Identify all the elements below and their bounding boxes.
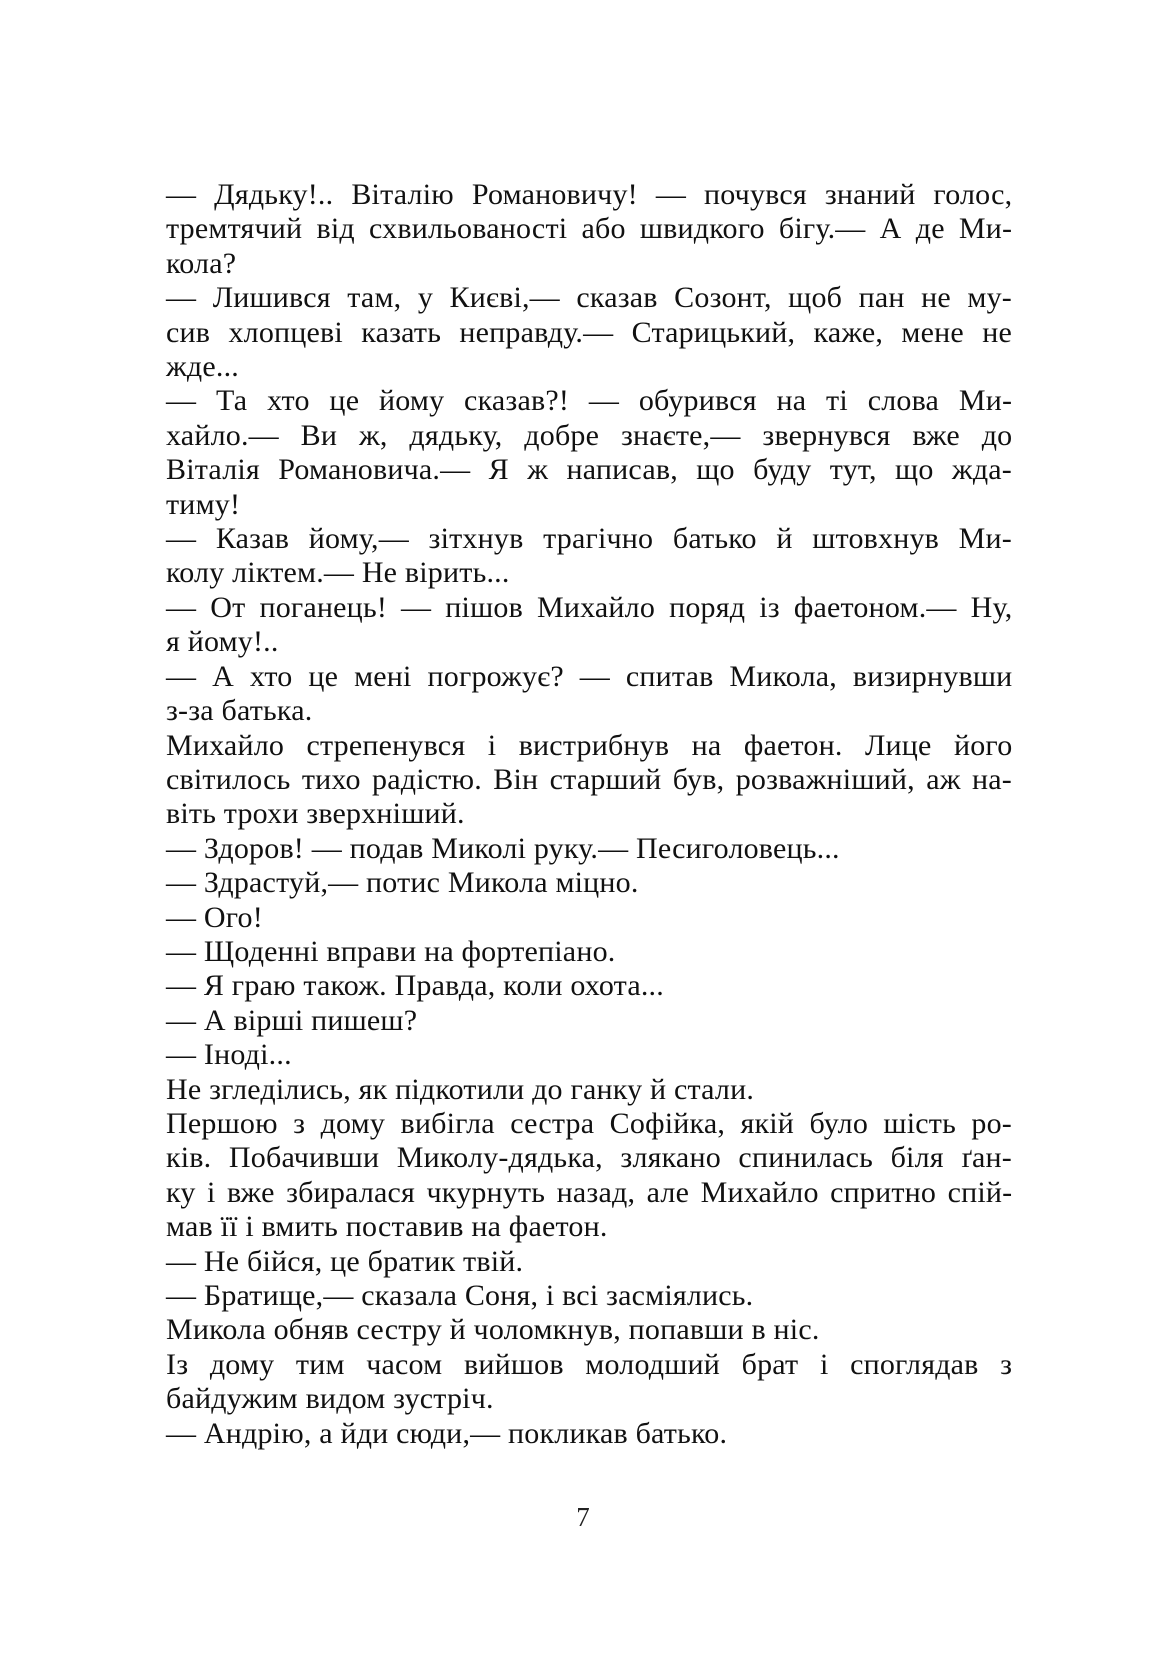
paragraph [166, 1004, 1012, 1038]
paragraph [166, 1313, 1012, 1347]
text-line: колу ліктем.— Не вірить... [166, 556, 510, 590]
text-line: Із дому тим часом вийшов молодший брат і споглядав з [166, 1347, 1013, 1381]
text-line: — Не бійся, це братик твій. [166, 1244, 524, 1278]
text-line: Михайло стрепенувся і вистрибнув на фаетон. Лице його [166, 728, 1013, 762]
text-line: тиму! [166, 487, 241, 521]
paragraph [166, 591, 1012, 660]
text-line: світилось тихо радістю. Він старший був, розважніший, аж на- [166, 762, 1012, 796]
text-line: байдужим видом зустріч. [166, 1382, 494, 1416]
text-line: — Я граю також. Правда, коли охота... [166, 969, 664, 1003]
paragraph [166, 1107, 1012, 1245]
text-line: — Дядьку!.. Віталію Романовичу! — почувся знаний голос, [166, 178, 1013, 211]
text-line: — Лишився там, у Києві,— сказав Созонт, щоб пан не му- [166, 281, 1012, 315]
text-line: ків. Побачивши Миколу-дядька, злякано спинилась біля ґан- [166, 1141, 1012, 1175]
paragraph [166, 1038, 1012, 1072]
text-line: хайло.— Ви ж, дядьку, добре знаєте,— звернувся вже до [166, 418, 1013, 452]
text-line: жде... [166, 350, 240, 384]
text-line: — А хто це мені погрожує? — спитав Микола, визирнувши [166, 659, 1013, 693]
paragraph [166, 1245, 1012, 1279]
text-line: Першою з дому вибігла сестра Софійка, якій було шість ро- [166, 1106, 1012, 1140]
text-line: Микола обняв сестру й чоломкнув, попавши в ніс. [166, 1313, 820, 1347]
text-line: — А вірші пишеш? [166, 1003, 418, 1037]
text-line: віть трохи зверхніший. [166, 797, 465, 831]
text-line: — Та хто це йому сказав?! — обурився на ті слова Ми- [166, 384, 1013, 418]
text-line: — Казав йому,— зітхнув трагічно батько й штовхнув Ми- [166, 522, 1012, 556]
paragraph [166, 729, 1012, 832]
text-line: тремтячий від схвильованості або швидкого бігу.— А де Ми- [166, 212, 1013, 246]
text-line: сив хлопцеві казать неправду.— Старицький, каже, мене не [166, 315, 1012, 349]
paragraph [166, 901, 1012, 935]
paragraph [166, 660, 1012, 729]
paragraph [166, 281, 1012, 384]
text-line: — Братище,— сказала Соня, і всі засміялись. [166, 1279, 754, 1312]
text-line: — Здрастуй,— потис Микола міцно. [166, 866, 639, 900]
text-line: з-за батька. [166, 694, 313, 728]
paragraph [166, 1417, 1012, 1451]
text-line: — Іноді... [166, 1038, 292, 1072]
text-line: — Здоров! — подав Миколі руку.— Песиголовець... [166, 831, 840, 865]
text-line: — Андрію, а йди сюди,— покликав батько. [166, 1416, 728, 1450]
paragraph [166, 1073, 1012, 1107]
text-line: я йому!.. [166, 625, 279, 659]
paragraph [166, 522, 1012, 591]
text-line: Віталія Романовича.— Я ж написав, що буду тут, що жда- [166, 453, 1012, 487]
paragraph [166, 969, 1012, 1003]
text-line: — От поганець! — пішов Михайло поряд із фаетоном.— Ну, [166, 590, 1013, 624]
paragraph [166, 384, 1012, 522]
page-number: 7 [576, 1502, 590, 1532]
paragraph [166, 178, 1012, 281]
text-line: — Ого! [166, 900, 263, 934]
text-line: мав її і вмить поставив на фаетон. [166, 1210, 608, 1244]
text-line: ку і вже збиралася чкурнуть назад, але Михайло спритно спій- [166, 1175, 1013, 1209]
text-line: Не згледілись, як підкотили до ганку й стали. [166, 1072, 755, 1106]
paragraph [166, 1279, 1012, 1313]
text-line: — Щоденні вправи на фортепіано. [166, 934, 616, 968]
paragraph [166, 935, 1012, 969]
paragraph [166, 866, 1012, 900]
body-text [166, 178, 1012, 1451]
paragraph [166, 1348, 1012, 1417]
paragraph [166, 832, 1012, 866]
text-line: кола? [166, 246, 237, 280]
